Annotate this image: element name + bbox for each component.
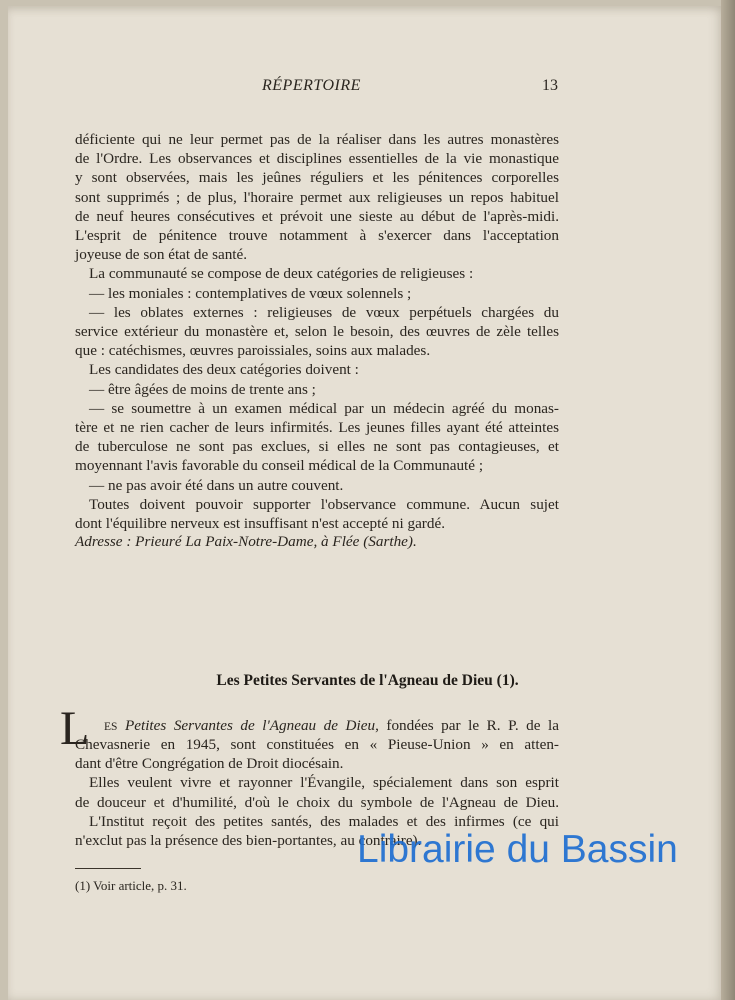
body-line: Les candidates des deux catégories doivent : bbox=[89, 361, 359, 379]
body-line: de tuberculose ne sont pas exclues, si elles ne sont pas contagieuses, et bbox=[75, 438, 559, 456]
running-header bbox=[0, 77, 735, 97]
watermark-text: Librairie du Bassin bbox=[357, 828, 678, 871]
body-line: — se soumettre à un examen médical par un médecin agréé du monas- bbox=[89, 399, 559, 417]
body-line: — les oblates externes : religieuses de vœux perpétuels chargées du bbox=[89, 303, 559, 321]
body-line: moyennant l'avis favorable du conseil médical de la Communauté ; bbox=[75, 457, 484, 475]
address-line: Adresse : Prieuré La Paix-Notre-Dame, à Flée (Sarthe). bbox=[75, 533, 417, 550]
body-line: de douceur et d'humilité, d'où le choix du symbole de l'Agneau de Dieu. bbox=[75, 793, 559, 811]
body-line: La communauté se compose de deux catégories de religieuses : bbox=[89, 265, 474, 283]
body-line: joyeuse de son état de santé. bbox=[75, 246, 248, 264]
body-line: déficiente qui ne leur permet pas de la réaliser dans les autres monastères bbox=[75, 131, 559, 148]
body-line: dant d'être Congrégation de Droit diocésain. bbox=[75, 755, 344, 773]
body-line: Elles veulent vivre et rayonner l'Évangile, spécialement dans son esprit bbox=[89, 774, 559, 792]
body-line: tère et ne rien cacher de leurs infirmités. Les jeunes filles ayant été atteintes bbox=[75, 419, 559, 437]
running-title: RÉPERTOIRE bbox=[262, 77, 361, 94]
body-line: dont l'équilibre nerveux est insuffisant n'est accepté ni gardé. bbox=[75, 515, 445, 533]
page-edge bbox=[721, 0, 735, 1000]
body-line: — être âgées de moins de trente ans ; bbox=[89, 380, 316, 398]
body-line: L'esprit de pénitence trouve notamment à s'exercer dans l'acceptation bbox=[75, 227, 559, 245]
body-line: L'Institut reçoit des petites santés, des malades et des infirmes (ce qui bbox=[89, 812, 559, 830]
body-line: service extérieur du monastère et, selon le besoin, des œuvres de zèle telles bbox=[75, 323, 559, 341]
body-line: y sont observées, mais les jeûnes réguliers et les pénitences corporelles bbox=[75, 169, 559, 187]
drop-cap: L bbox=[60, 702, 90, 755]
page-number: 13 bbox=[542, 77, 558, 94]
body-text bbox=[75, 130, 559, 533]
body-line: — les moniales : contemplatives de vœux solennels ; bbox=[89, 284, 412, 302]
body-line: Toutes doivent pouvoir supporter l'observance commune. Aucun sujet bbox=[89, 495, 559, 513]
footnote: (1) Voir article, p. 31. bbox=[75, 878, 187, 893]
footnote-rule bbox=[75, 868, 141, 869]
body-line: sont supprimés ; de plus, l'horaire permet aux religieuses un repos habituel bbox=[75, 188, 559, 206]
body-line: de neuf heures consécutives et prévoit une sieste au début de l'après-midi. bbox=[75, 207, 559, 225]
smallcaps-start: ES bbox=[104, 721, 118, 733]
body-line: que : catéchismes, œuvres paroissiales, soins aux malades. bbox=[75, 342, 431, 360]
institute-name: Petites Servantes de l'Agneau de Dieu bbox=[124, 717, 376, 734]
body-line: Chevasnerie en 1945, sont constituées en « Pieuse-Union » en atten- bbox=[75, 736, 559, 753]
body-line: de l'Ordre. Les observances et disciplines essentielles de la vie monastique bbox=[75, 150, 559, 168]
section-title: Les Petites Servantes de l'Agneau de Dieu (1). bbox=[216, 672, 519, 689]
body-line: n'exclut pas la présence des bien-portantes, au contraire). bbox=[75, 832, 422, 850]
body-line: — ne pas avoir été dans un autre couvent. bbox=[89, 476, 344, 494]
first-line-rest: , fondées par le R. P. de la bbox=[375, 717, 559, 734]
